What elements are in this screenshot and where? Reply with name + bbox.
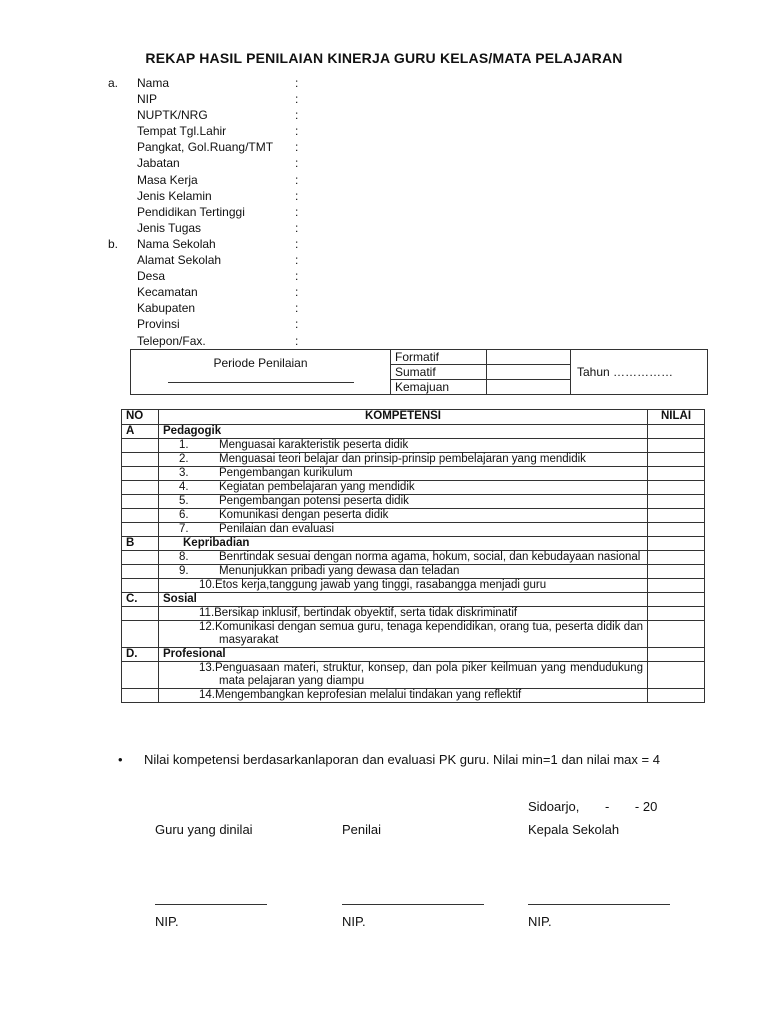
identity-colon[interactable]: :: [295, 285, 299, 300]
table-row: [122, 689, 705, 703]
row-no: [122, 607, 159, 621]
kompetensi-table: [121, 409, 705, 703]
periode-label-cell: [131, 350, 391, 395]
identity-colon[interactable]: :: [295, 188, 299, 203]
periode-label: Periode Penilaian: [213, 356, 308, 370]
kompetensi-text: 13.Penguasaan materi, struktur, konsep, dan pola piker keilmuan yang mendudukung mata pelajaran yang diampu: [199, 662, 643, 687]
signature-line-kepala[interactable]: [528, 904, 670, 905]
identity-colon[interactable]: :: [295, 204, 299, 219]
identity-label: Jenis Kelamin: [137, 188, 212, 203]
table-row: [122, 481, 705, 495]
kompetensi-desc: [159, 565, 648, 579]
identity-colon[interactable]: :: [295, 140, 299, 155]
identity-label: Alamat Sekolah: [137, 253, 222, 268]
type-sumatif: Sumatif: [391, 365, 487, 380]
identity-colon[interactable]: :: [295, 108, 299, 123]
nilai-cell[interactable]: [648, 537, 705, 551]
nilai-cell[interactable]: [648, 439, 705, 453]
identity-row: [108, 204, 408, 220]
row-no: [122, 523, 159, 537]
item-number: 2.: [179, 453, 189, 465]
section-row: [122, 425, 705, 439]
header-nilai: NILAI: [648, 410, 705, 425]
nilai-cell[interactable]: [648, 593, 705, 607]
identity-colon[interactable]: :: [295, 333, 299, 348]
header-no: NO: [122, 410, 159, 425]
signature-line-penilai[interactable]: [342, 904, 484, 905]
kompetensi-text: Menguasai teori belajar dan prinsip-prinsip pembelajaran yang mendidik: [219, 453, 586, 465]
place-date: [528, 799, 657, 814]
kompetensi-text-wrap: [179, 453, 643, 466]
kompetensi-desc: [159, 439, 648, 453]
row-no: [122, 662, 159, 689]
item-number: 8.: [179, 551, 189, 563]
table-row: [122, 467, 705, 481]
identity-list: [108, 75, 408, 349]
kompetensi-desc: [159, 621, 648, 648]
identity-row: [108, 220, 408, 236]
table-row: [122, 509, 705, 523]
table-row: [122, 551, 705, 565]
nip-penilai: NIP.: [342, 914, 366, 929]
note-text: Nilai kompetensi berdasarkanlaporan dan evaluasi PK guru. Nilai min=1 dan nilai max = 4: [144, 752, 660, 767]
section-title: Profesional: [159, 648, 648, 662]
date-dash: -: [604, 799, 610, 814]
kompetensi-text: Pengembangan kurikulum: [219, 467, 353, 479]
nip-kepala: NIP.: [528, 914, 552, 929]
identity-label: Telepon/Fax.: [137, 333, 206, 348]
type-sumatif-value[interactable]: [487, 365, 571, 380]
kompetensi-desc: [159, 607, 648, 621]
kompetensi-text: 12.Komunikasi dengan semua guru, tenaga kependidikan, orang tua, peserta didik dan masyarakat: [199, 621, 643, 646]
identity-row: [108, 155, 408, 171]
row-no: [122, 579, 159, 593]
item-number: 7.: [179, 523, 189, 535]
section-row: [122, 537, 705, 551]
item-number: 6.: [179, 509, 189, 521]
kompetensi-text: Benrtindak sesuai dengan norma agama, hokum, social, dan kebudayaan nasional: [219, 551, 641, 563]
kompetensi-text: 10.Etos kerja,tanggung jawab yang tinggi, rasabangga menjadi guru: [199, 579, 547, 591]
kompetensi-text: Komunikasi dengan peserta didik: [219, 509, 389, 521]
identity-row: [108, 300, 408, 316]
periode-blank-line: [168, 382, 354, 383]
section-title: Sosial: [159, 593, 648, 607]
header-kompetensi: KOMPETENSI: [159, 410, 648, 425]
nilai-cell[interactable]: [648, 662, 705, 689]
section-no: C.: [122, 593, 159, 607]
periode-table: [130, 349, 708, 395]
nilai-cell[interactable]: [648, 621, 705, 648]
identity-colon[interactable]: :: [295, 317, 299, 332]
kompetensi-text-wrap: [179, 551, 643, 564]
note: [118, 752, 660, 767]
identity-label: Nama: [137, 76, 170, 90]
table-row: [122, 523, 705, 537]
kompetensi-text-wrap: [179, 509, 643, 522]
identity-colon[interactable]: :: [295, 124, 299, 139]
kompetensi-desc: [159, 467, 648, 481]
bullet-icon: •: [118, 752, 123, 767]
identity-colon[interactable]: :: [295, 220, 299, 235]
kompetensi-text-wrap: [199, 662, 643, 688]
item-number: 3.: [179, 467, 189, 479]
identity-label: NUPTK/NRG: [137, 108, 208, 123]
nilai-cell[interactable]: [648, 579, 705, 593]
identity-label: NIP: [137, 92, 158, 107]
nilai-cell[interactable]: [648, 648, 705, 662]
identity-row: [108, 236, 408, 252]
item-number: 9.: [179, 565, 189, 577]
identity-row: [108, 188, 408, 204]
type-kemajuan-value[interactable]: [487, 380, 571, 395]
identity-letter: a.: [108, 76, 119, 90]
identity-label: Provinsi: [137, 317, 180, 332]
identity-colon[interactable]: :: [295, 301, 299, 316]
kompetensi-text: 11.Bersikap inklusif, bertindak obyektif, serta tidak diskriminatif: [199, 607, 518, 619]
identity-row: [108, 107, 408, 123]
identity-colon[interactable]: :: [295, 236, 299, 251]
table-row: [122, 607, 705, 621]
kompetensi-text-wrap: [199, 689, 643, 702]
identity-letter: b.: [108, 236, 119, 251]
kompetensi-desc: [159, 495, 648, 509]
item-number: 4.: [179, 481, 189, 493]
kompetensi-desc: [159, 481, 648, 495]
type-formatif-value[interactable]: [487, 350, 571, 365]
identity-label: Pendidikan Tertinggi: [137, 204, 245, 219]
row-no: [122, 453, 159, 467]
kompetensi-text-wrap: [179, 439, 643, 452]
identity-colon[interactable]: :: [295, 253, 299, 268]
identity-label: Kabupaten: [137, 301, 196, 316]
identity-label: Pangkat, Gol.Ruang/TMT: [137, 140, 274, 155]
row-no: [122, 439, 159, 453]
kompetensi-desc: [159, 689, 648, 703]
kompetensi-text-wrap: [199, 579, 643, 592]
section-no: D.: [122, 648, 159, 662]
identity-row: [108, 172, 408, 188]
identity-row: [108, 91, 408, 107]
row-no: [122, 551, 159, 565]
nilai-cell[interactable]: [648, 467, 705, 481]
kompetensi-text-wrap: [179, 565, 643, 578]
row-no: [122, 467, 159, 481]
identity-colon[interactable]: :: [295, 76, 299, 90]
table-row: [122, 495, 705, 509]
identity-row: [108, 139, 408, 155]
kompetensi-text: Penilaian dan evaluasi: [219, 523, 335, 535]
nilai-cell[interactable]: [648, 523, 705, 537]
table-row: [122, 621, 705, 648]
section-no: B: [122, 537, 159, 551]
kompetensi-text-wrap: [199, 621, 643, 647]
kompetensi-text: Menunjukkan pribadi yang dewasa dan teladan: [219, 565, 460, 577]
document-title: REKAP HASIL PENILAIAN KINERJA GURU KELAS/MATA PELAJARAN: [145, 50, 623, 66]
role-kepala-sekolah: Kepala Sekolah: [528, 822, 620, 837]
table-row: [122, 453, 705, 467]
kompetensi-text-wrap: [179, 495, 643, 508]
identity-colon[interactable]: :: [295, 172, 299, 187]
place: Sidoarjo,: [528, 799, 580, 814]
role-penilai: Penilai: [342, 822, 382, 837]
nilai-cell[interactable]: [648, 425, 705, 439]
type-formatif: Formatif: [391, 350, 487, 365]
nilai-cell[interactable]: [648, 607, 705, 621]
identity-label: Kecamatan: [137, 285, 198, 300]
identity-label: Jabatan: [137, 156, 180, 171]
section-row: [122, 648, 705, 662]
table-row: [122, 579, 705, 593]
nilai-cell[interactable]: [648, 509, 705, 523]
nilai-cell[interactable]: [648, 689, 705, 703]
nilai-cell[interactable]: [648, 481, 705, 495]
row-no: [122, 509, 159, 523]
identity-colon[interactable]: :: [295, 156, 299, 171]
row-no: [122, 565, 159, 579]
nilai-cell[interactable]: [648, 453, 705, 467]
section-no: A: [122, 425, 159, 439]
identity-row: [108, 252, 408, 268]
kompetensi-text-wrap: [179, 523, 643, 536]
kompetensi-desc: [159, 579, 648, 593]
kompetensi-desc: [159, 509, 648, 523]
table-row: [122, 662, 705, 689]
identity-label: Masa Kerja: [137, 172, 198, 187]
kompetensi-desc: [159, 453, 648, 467]
kompetensi-text-wrap: [179, 481, 643, 494]
tahun-field[interactable]: Tahun ……………: [571, 350, 708, 395]
identity-row: [108, 316, 408, 332]
row-no: [122, 481, 159, 495]
kompetensi-text: Menguasai karakteristik peserta didik: [219, 439, 409, 451]
identity-row: [108, 123, 408, 139]
identity-label: Desa: [137, 269, 166, 284]
kompetensi-text: 14.Mengembangkan keprofesian melalui tindakan yang reflektif: [199, 689, 522, 701]
identity-row: [108, 268, 408, 284]
kompetensi-desc: [159, 523, 648, 537]
identity-colon[interactable]: :: [295, 92, 299, 107]
kompetensi-text: Kegiatan pembelajaran yang mendidik: [219, 481, 415, 493]
kompetensi-text-wrap: [199, 607, 643, 620]
identity-label: Jenis Tugas: [137, 220, 202, 235]
kompetensi-desc: [159, 662, 648, 689]
row-no: [122, 689, 159, 703]
table-row: [122, 439, 705, 453]
row-no: [122, 495, 159, 509]
nilai-cell[interactable]: [648, 551, 705, 565]
identity-row: [108, 333, 408, 349]
table-row: [122, 565, 705, 579]
year: - 20: [634, 799, 658, 814]
signature-line-guru[interactable]: [155, 904, 267, 905]
identity-row: [108, 75, 408, 91]
nip-guru: NIP.: [155, 914, 179, 929]
kompetensi-text: Pengembangan potensi peserta didik: [219, 495, 409, 507]
type-kemajuan: Kemajuan: [391, 380, 487, 395]
identity-colon[interactable]: :: [295, 269, 299, 284]
section-title: Pedagogik: [159, 425, 648, 439]
role-guru: Guru yang dinilai: [155, 822, 253, 837]
row-no: [122, 621, 159, 648]
identity-row: [108, 284, 408, 300]
kompetensi-text-wrap: [179, 467, 643, 480]
kompetensi-desc: [159, 551, 648, 565]
nilai-cell[interactable]: [648, 565, 705, 579]
identity-label: Tempat Tgl.Lahir: [137, 124, 227, 139]
section-row: [122, 593, 705, 607]
item-number: 5.: [179, 495, 189, 507]
identity-label: Nama Sekolah: [137, 236, 216, 251]
nilai-cell[interactable]: [648, 495, 705, 509]
section-title: Kepribadian: [159, 537, 648, 551]
item-number: 1.: [179, 439, 189, 451]
